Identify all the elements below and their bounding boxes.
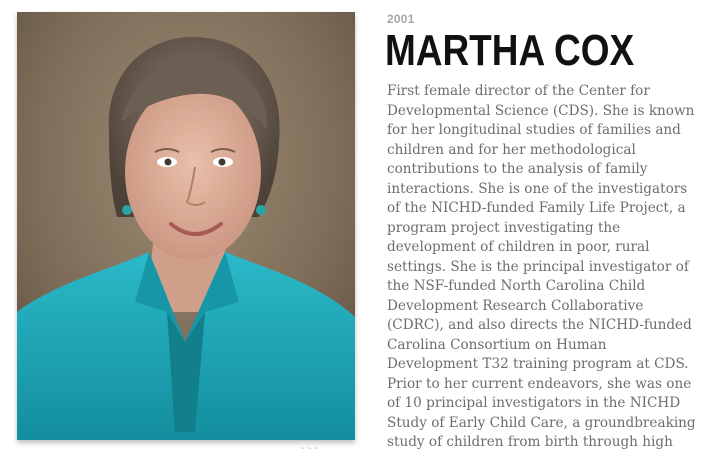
- bio-line: children and for her methodological: [387, 141, 636, 158]
- bio-line: contributions to the analysis of family: [387, 161, 648, 177]
- biography-text: [387, 82, 717, 451]
- bio-line: Development Research Collaborative: [387, 297, 644, 314]
- bio-line: study of children from birth through high: [387, 434, 673, 450]
- bio-line: the NSF-funded North Carolina Child: [387, 278, 646, 294]
- photo-caption-fragment: ~ ~ ~: [300, 444, 319, 451]
- bio-line: of 10 principal investigators in the NICHD: [387, 395, 681, 411]
- portrait-image: [17, 12, 355, 440]
- bio-line: development of children in poor, rural: [387, 239, 650, 255]
- portrait-photo: [17, 12, 355, 440]
- bio-line: for her longitudinal studies of families and: [387, 122, 681, 138]
- bio-line: interactions. She is one of the investigators: [387, 180, 688, 197]
- bio-line: Carolina Consortium on Human: [387, 336, 607, 353]
- bio-line: of the NICHD-funded Family Life Project, a: [387, 200, 686, 216]
- bio-line: Development T32 training program at CDS.: [387, 356, 689, 372]
- bio-line: Developmental Science (CDS). She is known: [387, 102, 695, 119]
- bio-line: Study of Early Child Care, a groundbreaking: [387, 414, 696, 431]
- bio-line: Prior to her current endeavors, she was one: [387, 375, 692, 392]
- person-name: MARTHA COX: [385, 26, 635, 75]
- bio-line: First female director of the Center for: [387, 83, 650, 99]
- induction-year: 2001: [387, 12, 415, 26]
- bio-line: settings. She is the principal investigator of: [387, 258, 689, 275]
- bio-line: (CDRC), and also directs the NICHD-funded: [387, 317, 692, 333]
- bio-line: program project investigating the: [387, 219, 621, 236]
